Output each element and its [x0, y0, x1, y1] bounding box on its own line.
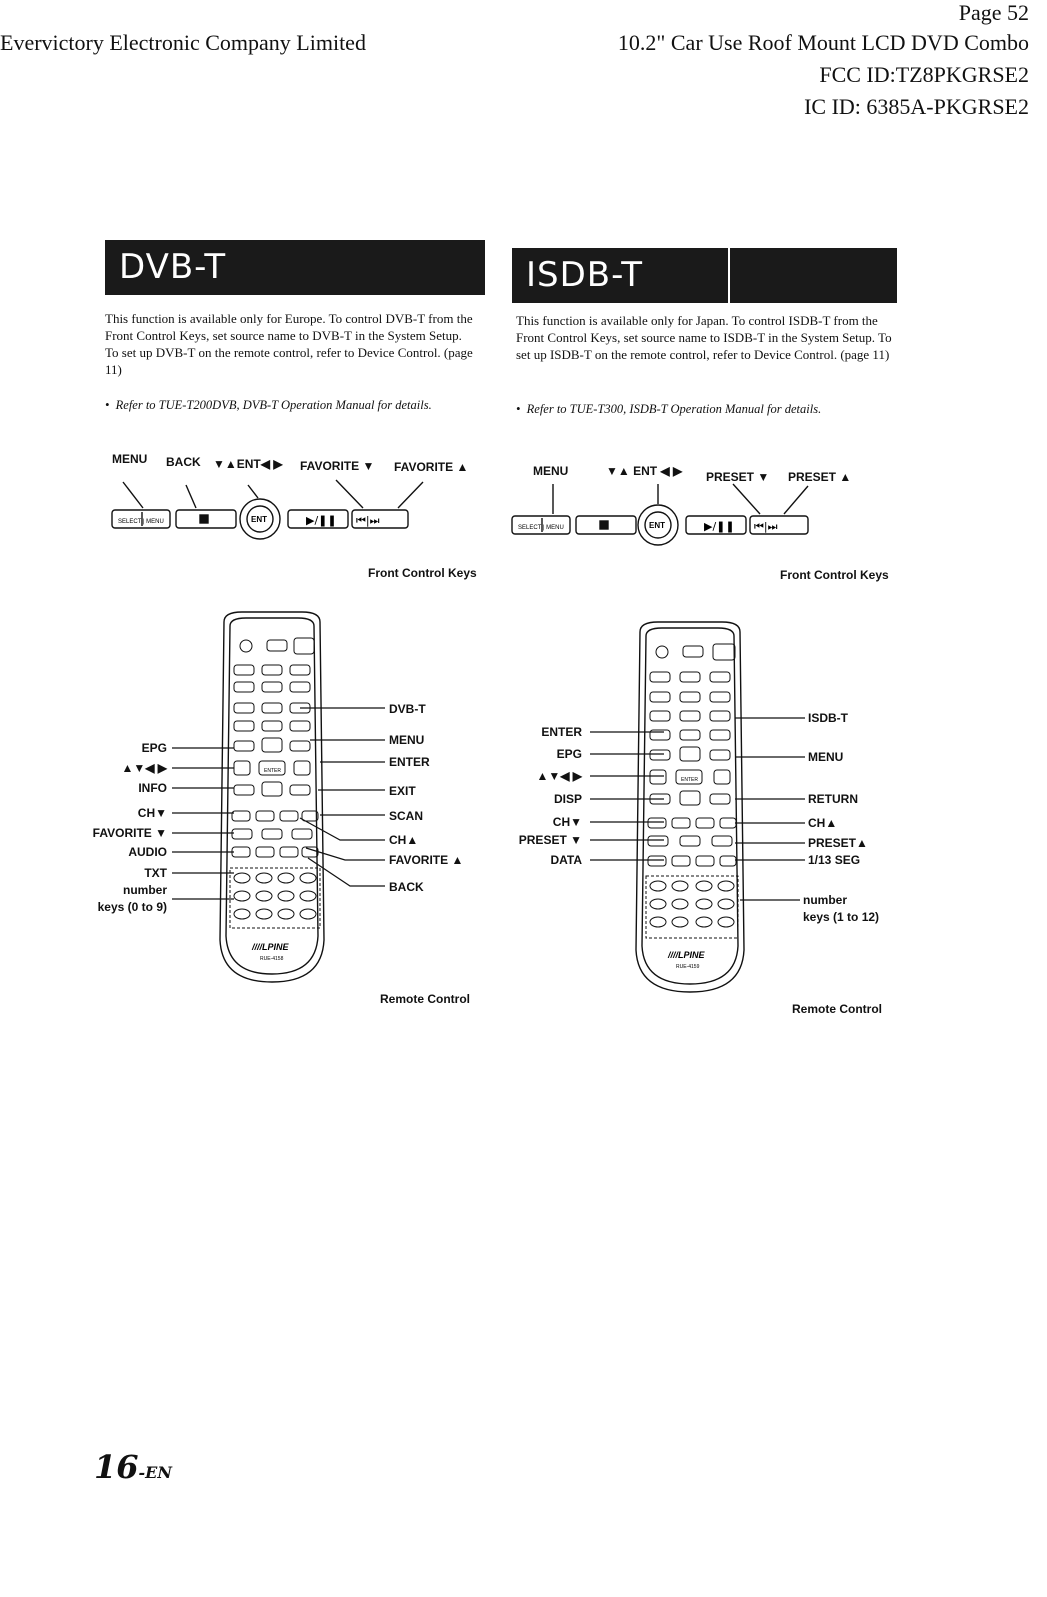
dvbt-arrows-label: ▲▼◀ ▶ [121, 761, 167, 775]
isdbt-remote-brand: ////LPINE [668, 950, 705, 960]
dvbt-back-label: BACK [389, 880, 424, 894]
isdbt-front-nav-label: ▼▲ ENT ◀ ▶ [606, 464, 683, 478]
isdbt-ch-down-label: CH▼ [552, 815, 582, 829]
dvbt-remote-enter-text: ENTER [264, 768, 281, 774]
isdbt-epg-label: EPG [556, 747, 582, 761]
dvbt-dvbt-label: DVB-T [389, 702, 426, 716]
isdbt-number-keys-label: keys (1 to 12) [803, 910, 880, 924]
isdbt-preset-down-label: PRESET ▼ [518, 833, 582, 847]
isdbt-front-keys-diagram [508, 478, 818, 558]
dvbt-front-nav-label: ▼▲ENT◀ ▶ [213, 457, 283, 471]
dvbt-front-caption: Front Control Keys [368, 566, 477, 580]
dvbt-title: DVB-T [119, 247, 227, 287]
isdbt-front-menu-label: MENU [533, 464, 569, 478]
dvbt-fav-up-label: FAVORITE ▲ [389, 853, 464, 867]
dvbt-number-label: number [122, 883, 167, 897]
isdbt-ent-key-text: ENT [649, 521, 665, 530]
isdbt-remote-model: RUE-4159 [676, 964, 700, 970]
dvbt-skip-glyph: ⏮|⏭ [356, 514, 380, 527]
dvbt-enter-label: ENTER [389, 755, 430, 769]
isdbt-data-label: DATA [550, 853, 582, 867]
isdbt-arrows-label: ▲▼◀ ▶ [536, 769, 582, 783]
dvbt-play-pause-glyph: ▶/❚❚ [306, 514, 337, 527]
dvbt-front-fav-up-label: FAVORITE ▲ [394, 460, 469, 474]
dvbt-remote-caption: Remote Control [380, 992, 470, 1006]
dvbt-ch-down-label: CH▼ [137, 806, 167, 820]
dvbt-remote-model: RUE-4158 [260, 956, 284, 962]
dvbt-remote-brand: ////LPINE [252, 942, 289, 952]
isdbt-select-menu-key-text: SELECT | MENU [518, 525, 564, 531]
isdbt-front-caption: Front Control Keys [780, 568, 889, 582]
isdbt-number-label: number [803, 893, 848, 907]
dvbt-front-back-label: BACK [166, 455, 201, 469]
dvbt-ent-key-text: ENT [251, 515, 267, 524]
isdbt-menu-label: MENU [808, 750, 844, 764]
isdbt-remote-caption: Remote Control [792, 1002, 882, 1016]
dvbt-front-fav-down-label: FAVORITE ▼ [300, 459, 375, 473]
dvbt-remote-diagram [212, 610, 332, 985]
dvbt-front-keys-diagram [108, 470, 488, 560]
isdbt-remote-diagram [628, 620, 753, 995]
dvbt-note: • Refer to TUE-T200DVB, DVB-T Operation Manual for details. [105, 398, 432, 412]
dvbt-epg-label: EPG [141, 741, 167, 755]
isdbt-return-label: RETURN [808, 792, 858, 806]
dvbt-menu-label: MENU [389, 733, 425, 747]
dvbt-txt-label: TXT [144, 866, 167, 880]
ic-id: IC ID: 6385A-PKGRSE2 [804, 94, 1029, 119]
dvbt-audio-label: AUDIO [128, 845, 167, 859]
isdbt-skip-glyph: ⏮|⏭ [754, 520, 778, 533]
isdbt-seg-label: 1/13 SEG [808, 853, 861, 867]
fcc-id: FCC ID:TZ8PKGRSE2 [819, 62, 1029, 87]
isdbt-remote-enter-text: ENTER [681, 777, 698, 783]
isdbt-description: This function is available only for Japan. To control ISDB-T from the Front Control Keys, set source name to ISDB-T in the System Setup. To set up ISDB-T on the remote control, refer to Device Control. (page 11) [516, 313, 892, 362]
dvbt-front-menu-label: MENU [112, 452, 148, 466]
dvbt-number-keys-label: keys (0 to 9) [97, 900, 167, 914]
isdbt-banner [512, 248, 897, 303]
dvbt-exit-label: EXIT [389, 784, 416, 798]
isdbt-banner-divider [728, 248, 730, 303]
dvbt-note-text: Refer to TUE-T200DVB, DVB-T Operation Manual for details. [115, 398, 432, 412]
dvbt-banner [105, 240, 485, 295]
dvbt-scan-label: SCAN [389, 809, 424, 823]
isdbt-note: • Refer to TUE-T300, ISDB-T Operation Manual for details. [516, 402, 822, 416]
isdbt-note-text: Refer to TUE-T300, ISDB-T Operation Manual for details. [526, 402, 822, 416]
dvbt-info-label: INFO [138, 781, 167, 795]
isdbt-front-preset-down-label: PRESET ▼ [706, 470, 770, 484]
dvbt-fav-down-label: FAVORITE ▼ [92, 826, 167, 840]
isdbt-disp-label: DISP [553, 792, 582, 806]
page-number-label: Page 52 [958, 0, 1029, 25]
isdbt-preset-up-label: PRESET▲ [808, 836, 868, 850]
dvbt-description: This function is available only for Europe. To control DVB-T from the Front Control Keys, set source name to DVB-T in the System Setup. To set up DVB-T on the remote control, refer to Device Control. (page 11) [105, 311, 473, 377]
dvbt-ch-up-label: CH▲ [389, 833, 419, 847]
isdbt-enter-label: ENTER [541, 725, 582, 739]
isdbt-ch-up-label: CH▲ [808, 816, 838, 830]
isdbt-front-preset-up-label: PRESET ▲ [788, 470, 852, 484]
isdbt-title: ISDB-T [526, 255, 644, 295]
isdbt-play-pause-glyph: ▶/❚❚ [704, 520, 735, 533]
manual-page-number-suffix: -EN [138, 1463, 172, 1482]
product-name: 10.2" Car Use Roof Mount LCD DVD Combo [617, 30, 1029, 55]
manual-page-number-main: 16 [94, 1448, 139, 1486]
company-name: Evervictory Electronic Company Limited [0, 30, 366, 55]
isdbt-isdbt-label: ISDB-T [808, 711, 848, 725]
dvbt-select-menu-key-text: SELECT | MENU [118, 519, 164, 525]
manual-page-number [94, 1448, 172, 1486]
